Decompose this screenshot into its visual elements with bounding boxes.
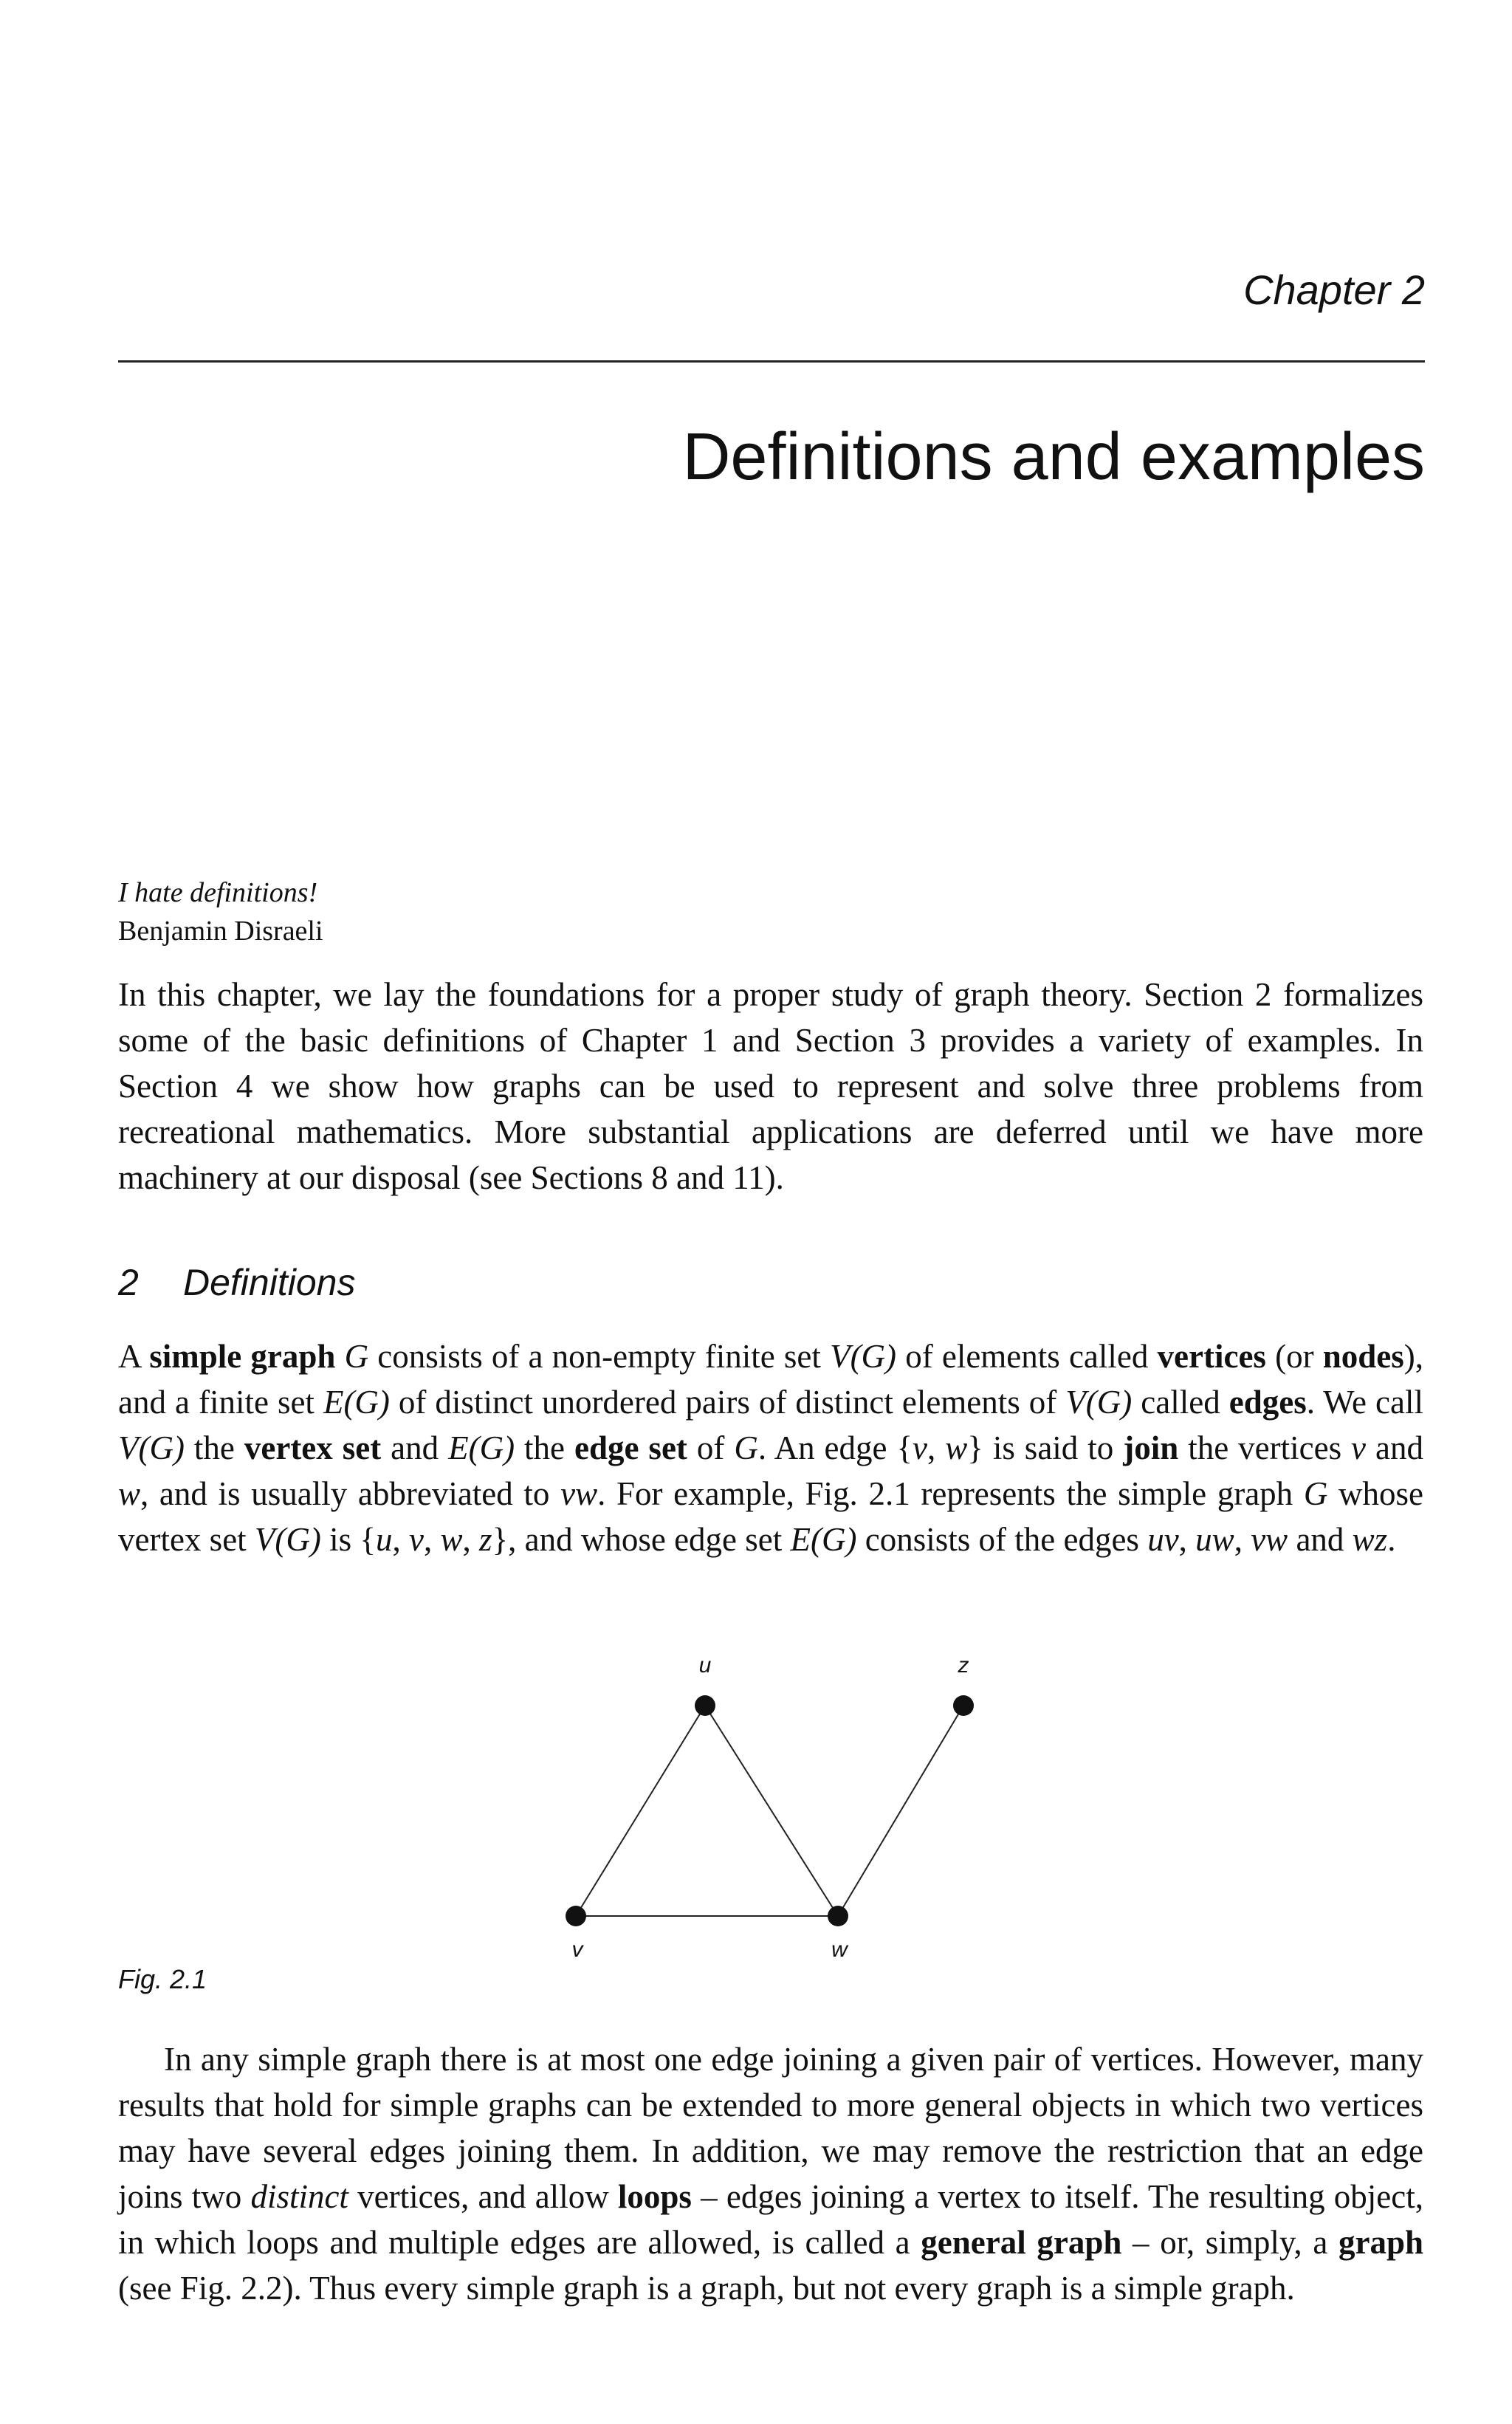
general-graph-paragraph — [118, 2036, 1423, 2311]
chapter-rule — [118, 360, 1425, 363]
edge-uw — [705, 1706, 838, 1916]
intro-text: In this chapter, we lay the foundations for a proper study of graph theory. Section 2 formalizes some of the basic definitions of Chapter 1 and Section 3 provides a variety of examples. In Section 4 we show how graphs can be used to represent and solve three problems from recreational mathematics. More substantial applications are deferred until we have more machinery at our disposal (see Sections 8 and 11). — [118, 976, 1423, 1196]
chapter-title: Definitions and examples — [682, 420, 1425, 494]
edge-wz — [838, 1706, 963, 1916]
definition-paragraph — [118, 1333, 1423, 1562]
vertex-w — [828, 1906, 848, 1926]
section-number: 2 — [118, 1262, 139, 1303]
epigraph-quote: I hate definitions! — [118, 877, 318, 908]
vertex-z — [953, 1695, 974, 1716]
section-title: Definitions — [183, 1262, 356, 1303]
vertex-label-u: u — [698, 1653, 712, 1678]
chapter-label: Chapter 2 — [1243, 267, 1425, 313]
definition-text: A simple graph G consists of a non-empty finite set V(G) of elements called vertices (or nodes), and a finite set E(G) of distinct unordered pairs of distinct elements of V(G) called edges. We call V(G) the vertex set and E(G) the edge set of G. An edge {v, w} is said to join the vertices v and w, and is usually abbreviated to vw. For example, Fig. 2.1 represents the simple graph G whose vertex set V(G) is {u, v, w, z}, and whose edge set E(G) consists of the edges uv, uw, vw and wz. — [118, 1338, 1424, 1558]
vertex-v — [566, 1906, 586, 1926]
graph-figure — [517, 1647, 1048, 1979]
general-graph-text: In any simple graph there is at most one edge joining a given pair of vertices. However, many results that hold for simple graphs can be extended to more general objects in which two vertices may have several edges joining them. In addition, we may remove the restriction that an edge joins two distinct vertices, and allow loops – edges joining a vertex to itself. The resulting object, in which loops and multiple edges are allowed, is called a general graph – or, simply, a graph (see Fig. 2.2). Thus every simple graph is a graph, but not every graph is a simple graph. — [118, 2041, 1423, 2307]
edge-uv — [576, 1706, 705, 1916]
epigraph — [118, 873, 323, 950]
vertex-label-w: w — [831, 1937, 848, 1962]
section-heading — [118, 1261, 355, 1304]
intro-paragraph — [118, 972, 1423, 1201]
figure-caption: Fig. 2.1 — [118, 1964, 207, 1994]
vertex-label-v: v — [571, 1937, 583, 1962]
vertex-label-z: z — [958, 1653, 969, 1678]
epigraph-author: Benjamin Disraeli — [118, 916, 323, 947]
vertex-u — [695, 1695, 715, 1716]
